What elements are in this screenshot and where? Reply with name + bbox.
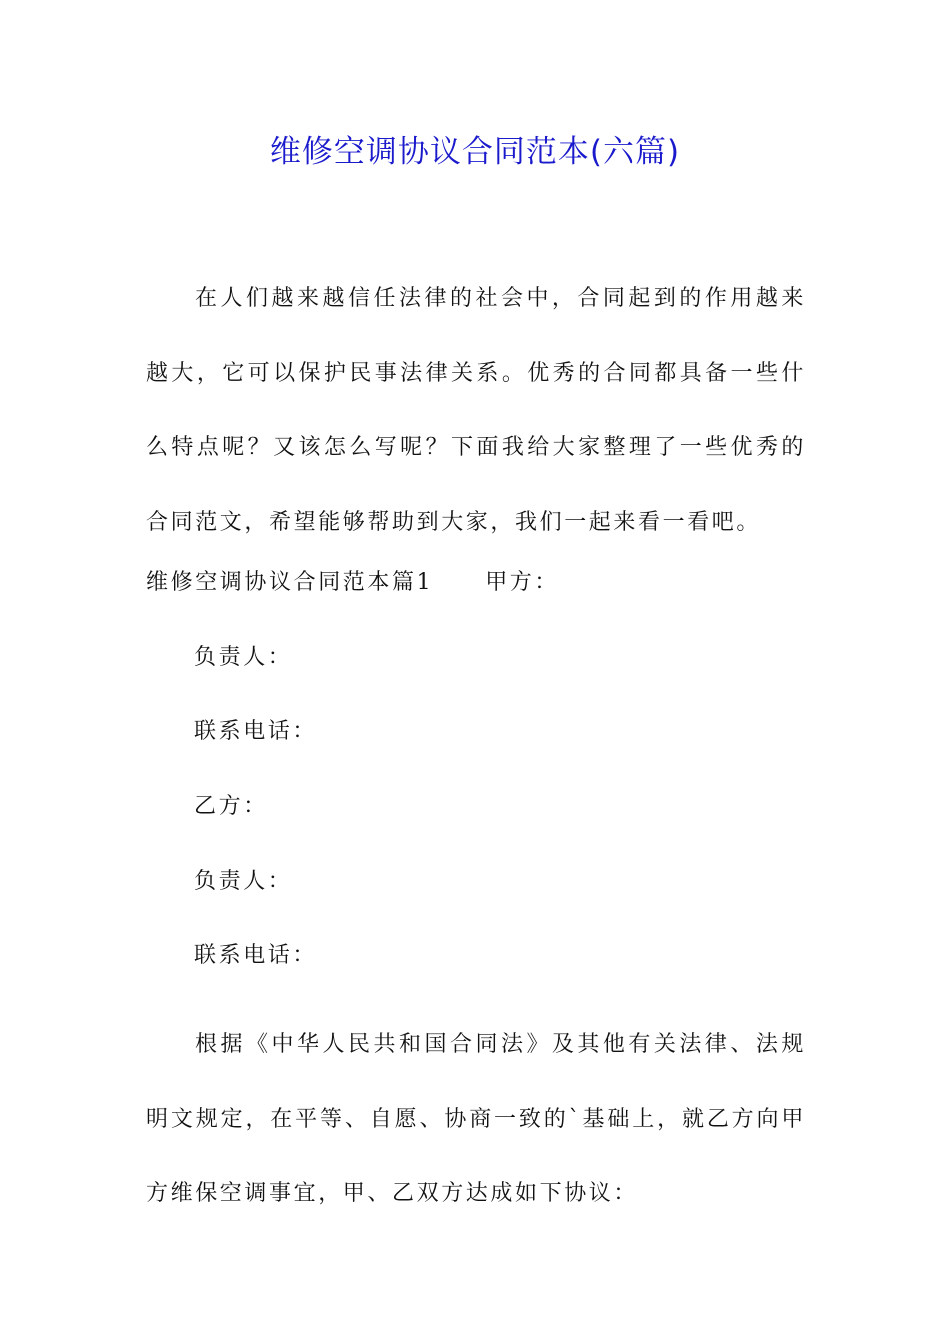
party-a-person: 负责人： xyxy=(194,645,293,670)
party-b-label: 乙方： xyxy=(194,794,268,819)
section-heading: 维修空调协议合同范本篇1 xyxy=(146,570,434,595)
basis-paragraph: 根据《中华人民共和国合同法》及其他有关法律、法规明文规定，在平等、自愿、协商一致的`基础上，就乙方向甲方维保空调事宜，甲、乙双方达成如下协议： xyxy=(146,1032,806,1206)
party-a-phone: 联系电话： xyxy=(194,719,318,744)
party-b-phone: 联系电话： xyxy=(194,943,318,968)
document-title: 维修空调协议合同范本(六篇) xyxy=(269,134,681,170)
party-a-label: 甲方： xyxy=(485,570,560,595)
party-b-person: 负责人： xyxy=(194,869,293,894)
intro-paragraph: 在人们越来越信任法律的社会中，合同起到的作用越来越大，它可以保护民事法律关系。优秀的合同都具备一些什么特点呢？又该怎么写呢？下面我给大家整理了一些优秀的合同范文，希望能够帮助到大家，我们一起来看一看吧。 xyxy=(146,286,806,535)
section-heading-line xyxy=(146,561,559,605)
